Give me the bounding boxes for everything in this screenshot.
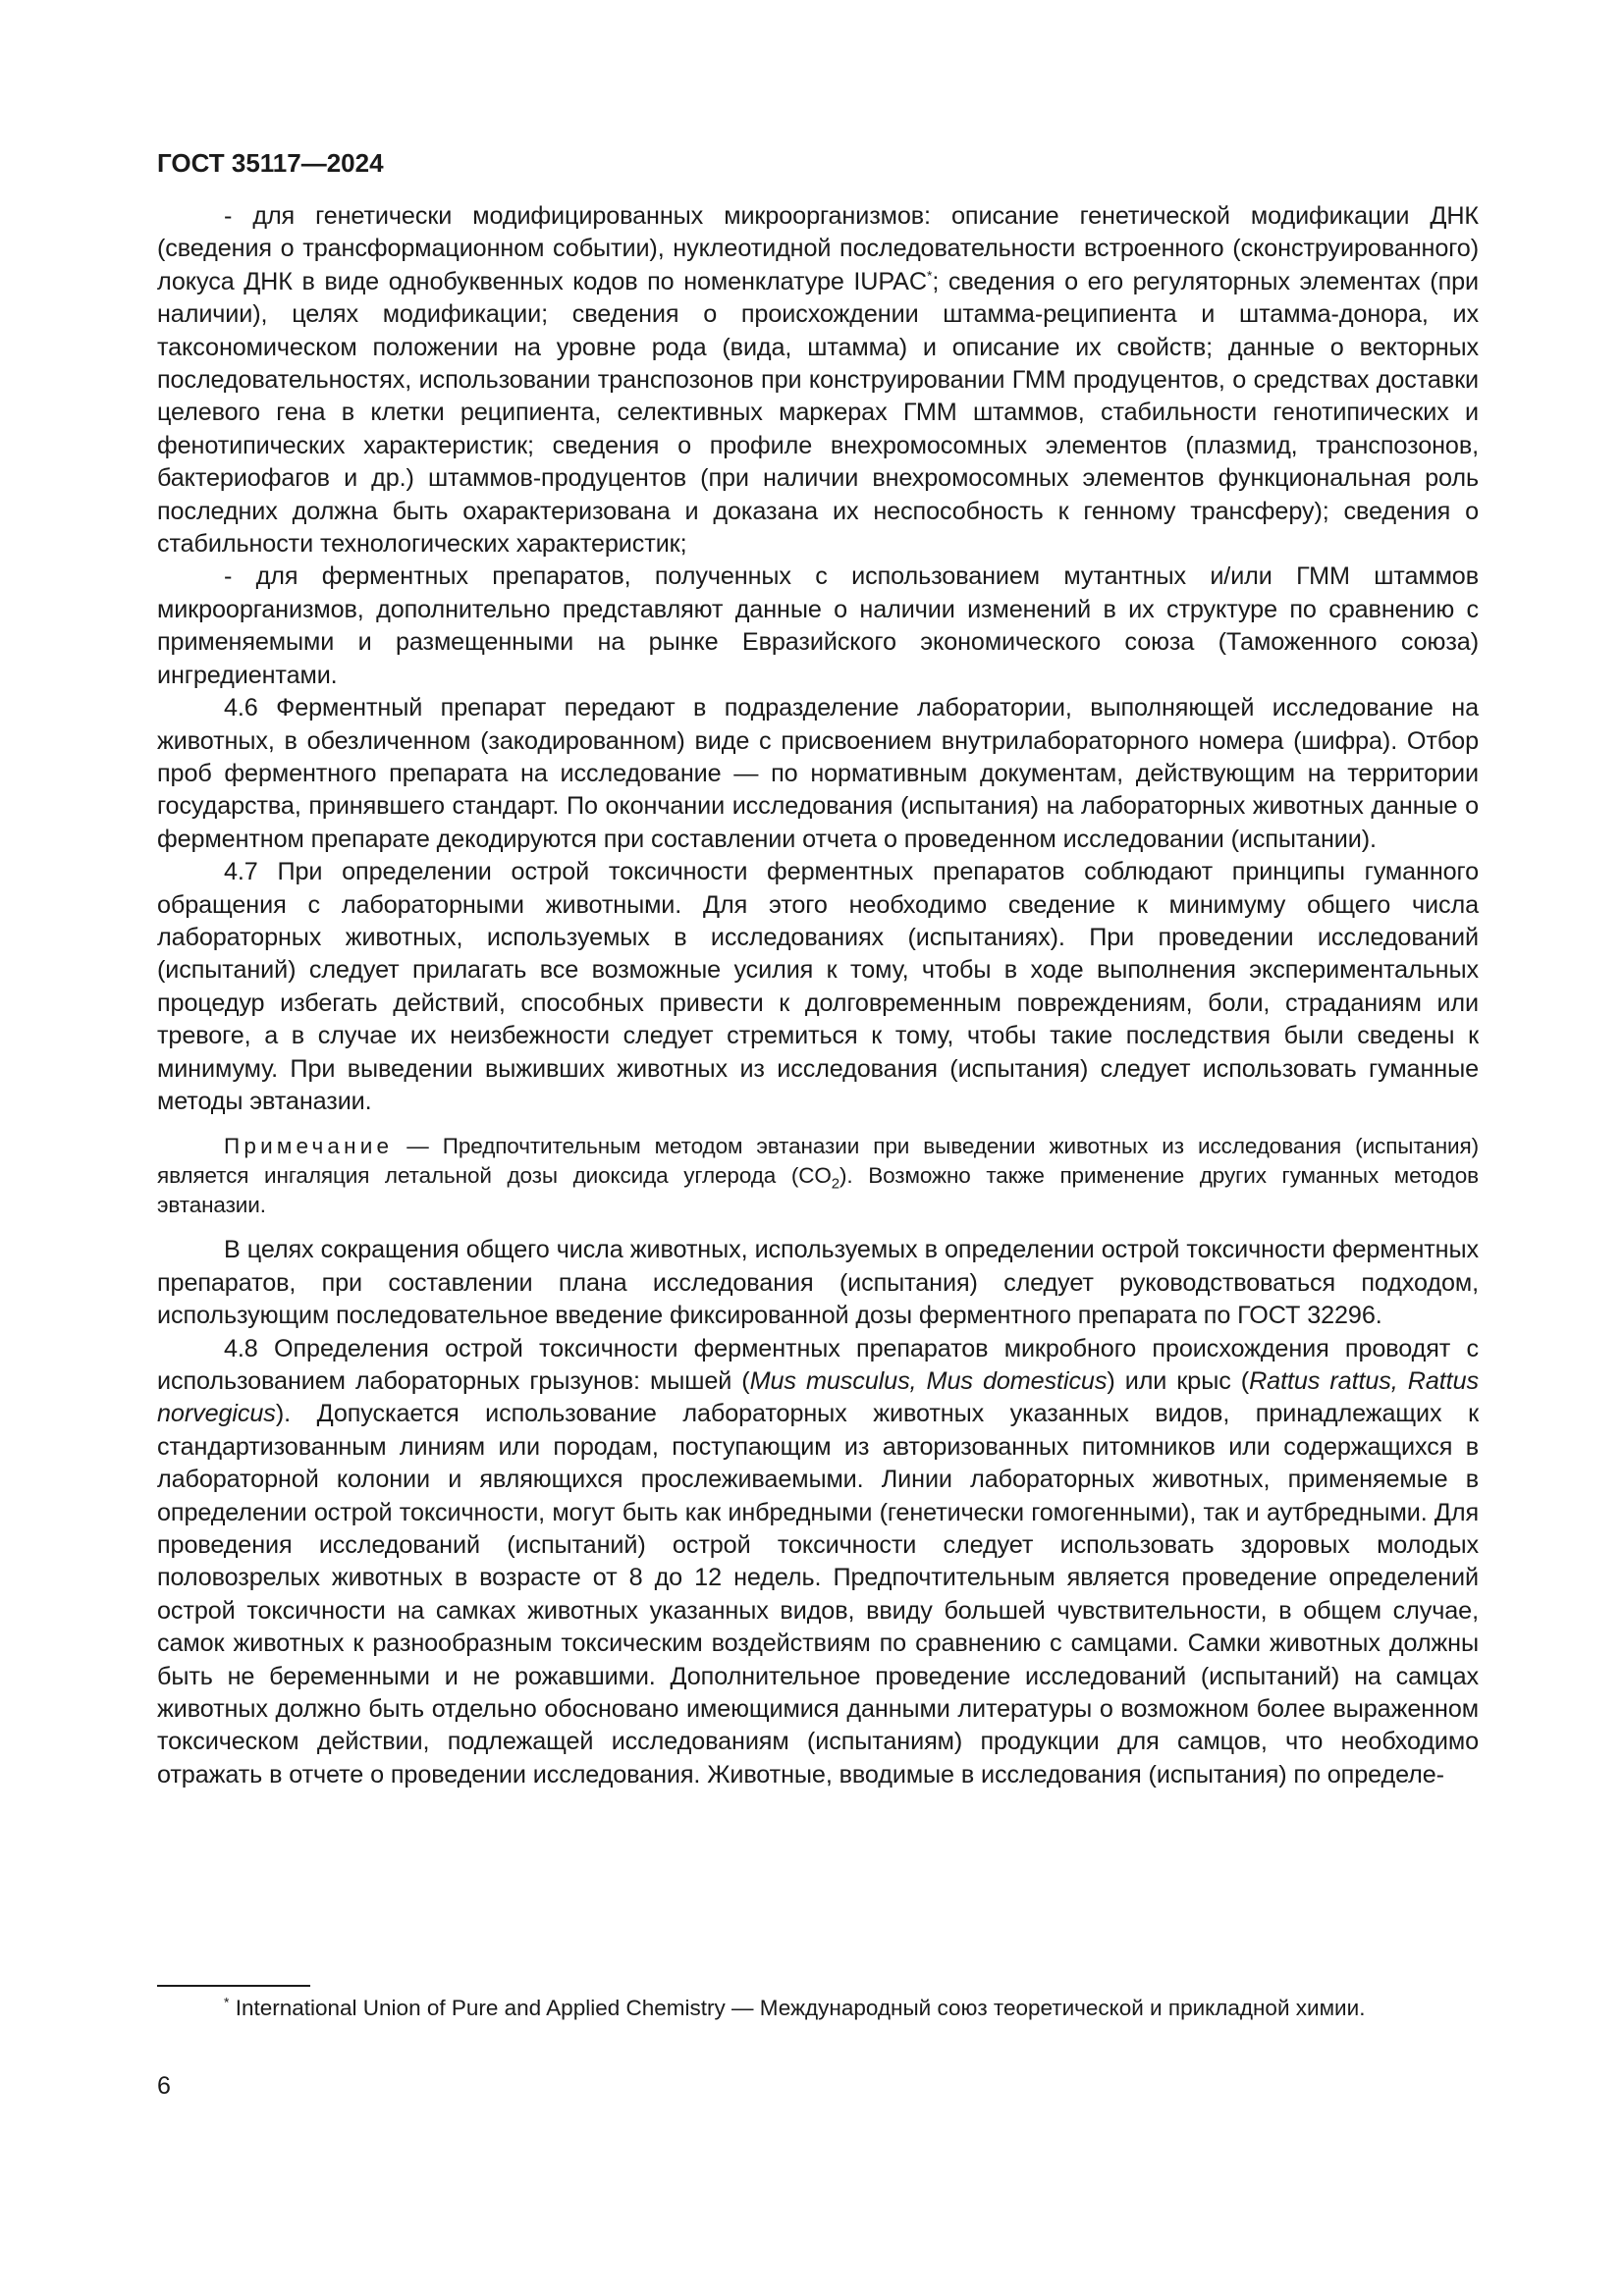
note-text: ). Возможно также применение других гуманных методов эвтаназии. xyxy=(157,1163,1479,1218)
species-names-mice: Mus musculus, Mus domesticus xyxy=(749,1367,1108,1395)
note-text: — Предпочтительным методом эвтаназии при выведении животных из исследования (испытания) является ингаляция летальной дозы диоксида углерода (CO xyxy=(157,1134,1479,1189)
footnote-text: International Union of Pure and Applied Chemistry — Международный союз теоретической и прикладной химии. xyxy=(229,1996,1366,2020)
paragraph-gmm-microorganisms xyxy=(157,200,1479,561)
footnote-separator xyxy=(157,1985,310,1987)
paragraph-text: ; сведения о его регуляторных элементах (при наличии), целях модификации; сведения о происхождении штамма-реципиента и штамма-донора, их таксономическом положении на уровне рода (вида, штамма) и описание их свойств; данные о векторных последовательностях, использовании транспозонов при конструировании ГММ продуцентов, о средствах доставки целевого гена в клетки реципиента, селективных маркерах ГММ штаммов, стабильности генотипических и фенотипических характеристик; сведения о профиле внехромосомных элементов (плазмид, транспозонов, бактериофагов и др.) штаммов-продуцентов (при наличии внехромосомных элементов функциональная роль последних должна быть охарактеризована и доказана их неспособность к генному трансферу); сведения о стабильности технологических характеристик; xyxy=(157,267,1479,559)
note-label: Примечание xyxy=(224,1134,394,1159)
note-block xyxy=(157,1132,1479,1220)
paragraph-section-4-7: 4.7 При определении острой токсичности ферментных препаратов соблюдают принципы гуманного обращения с лабораторными животными. Для этого необходимо сведение к минимуму общего числа лабораторных животных, используемых в исследованиях (испытаниях). При проведении исследований (испытаний) следует прилагать все возможные усилия к тому, чтобы в ходе выполнения экспериментальных процедур избегать действий, способных привести к долговременным повреждениям, боли, страданиям или тревоге, а в случае их неизбежности следует стремиться к тому, чтобы такие последствия были сведены к минимуму. При выведении выживших животных из исследования (испытания) следует использовать гуманные методы эвтаназии. xyxy=(157,858,1479,1115)
paragraph-text: ) или крыс ( xyxy=(1107,1367,1250,1395)
footnote-mark: * xyxy=(224,1994,230,2010)
species-names-rats: Rattus rattus, Rattus norvegicus xyxy=(157,1367,1479,1428)
footnote-body xyxy=(157,1994,1479,2023)
paragraph-text: ). Допускается использование лабораторных животных указанных видов, принадлежащих к стандартизованным линиям или породам, поступающим из авторизованных питомников или содержащихся в лабораторной колонии и являющихся прослеживаемыми. Линии лабораторных животных, применяемые в определении острой токсичности, могут быть как инбредными (генетически гомогенными), так и аутбредными. Для проведения исследований (испытаний) острой токсичности следует использовать здоровых молодых половозрелых животных в возрасте от 8 до 12 недель. Предпочтительным является проведение определений острой токсичности на самках животных указанных видов, ввиду большей чувствительности, в общем случае, самок животных к разнообразным токсическим воздействиям по сравнению с самцами. Самки животных должны быть не беременными и не рожавшими. Дополнительное проведение исследований (испытаний) на самцах животных должно быть отдельно обосновано имеющимися данными литературы о возможном более выраженном токсическом действии, подлежащей исследованиям (испытаниям) продукции для самцов, что необходимо отражать в отчете о проведении исследования. Животные, вводимые в исследования (испытания) по определе- xyxy=(157,1400,1479,1789)
page-number: 6 xyxy=(157,2072,171,2100)
note-subscript: 2 xyxy=(831,1175,840,1193)
paragraph-text: 4.8 Определения острой токсичности ферментных препаратов микробного происхождения проводят с использованием лабораторных грызунов: мышей ( xyxy=(157,1334,1479,1395)
paragraph-section-4-6: 4.6 Ферментный препарат передают в подразделение лаборатории, выполняющей исследование на животных, в обезличенном (закодированном) виде с присвоением внутрилабораторного номера (шифра). Отбор проб ферментного препарата на исследование — по нормативным документам, действующим на территории государства, принявшего стандарт. По окончании исследования (испытания) на лабораторных животных данные о ферментном препарате декодируются при составлении отчета о проведенном исследовании (испытании). xyxy=(157,694,1479,853)
document-page xyxy=(157,147,1479,1791)
paragraph-text: - для генетически модифицированных микроорганизмов: описание генетической модификации ДНК (сведения о трансформационном событии), нуклеотидной последовательности встроенного (сконструированного) локуса ДНК в виде однобуквенных кодов по номенклатуре IUPAC xyxy=(157,202,1479,295)
footnote-reference[interactable]: * xyxy=(926,267,933,284)
document-header: ГОСТ 35117—2024 xyxy=(157,148,384,178)
paragraph-animal-reduction: В целях сокращения общего числа животных, используемых в определении острой токсичности ферментных препаратов, при составлении плана исследования (испытания) следует руководствоваться подходом, использующим последовательное введение фиксированной дозы ферментного препарата по ГОСТ 32296. xyxy=(157,1236,1479,1330)
document-body xyxy=(157,200,1479,1791)
paragraph-enzyme-preparations: - для ферментных препаратов, полученных с использованием мутантных и/или ГММ штаммов микроорганизмов, дополнительно представляют данные о наличии изменений в их структуре по сравнению с применяемыми и размещенными на рынке Евразийского экономического союза (Таможенного союза) ингредиентами. xyxy=(157,562,1479,689)
footnote xyxy=(157,1994,1479,2023)
paragraph-section-4-8 xyxy=(157,1333,1479,1792)
